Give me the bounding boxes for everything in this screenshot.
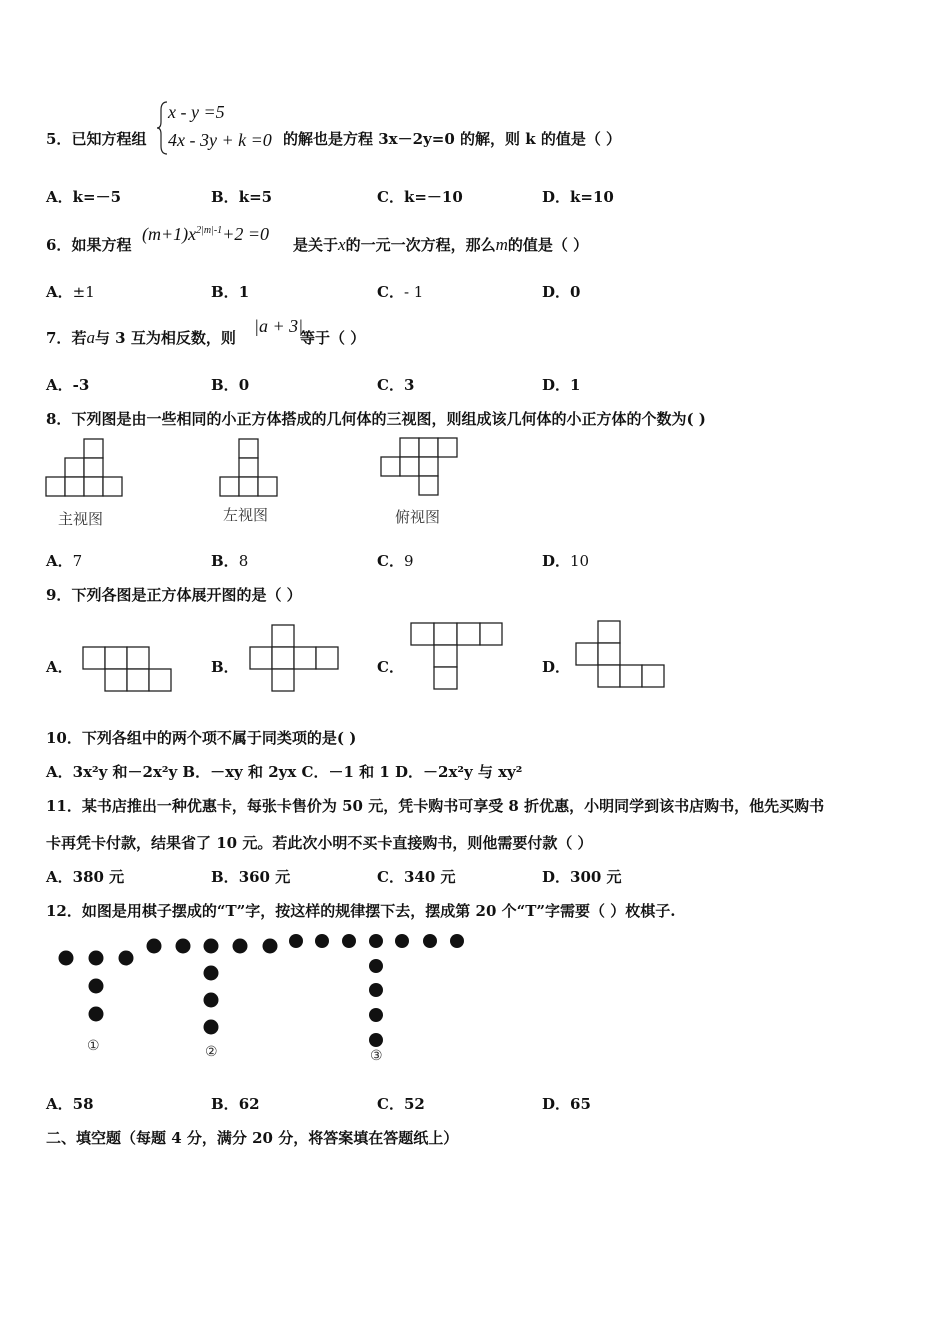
q12-t-shape-1 <box>59 951 134 1022</box>
q11-option-d[interactable]: D．300 元 <box>542 868 622 886</box>
q8-stem: 8．下列图是由一些相同的小正方体搭成的几何体的三视图，则组成该几何体的小正方体的个数为( ) <box>46 410 706 428</box>
q9-net-b[interactable] <box>249 624 343 696</box>
q7-option-c[interactable]: C．3 <box>377 376 415 394</box>
q7-suffix: 等于（ ） <box>300 329 366 347</box>
q11-option-c[interactable]: C．340 元 <box>377 868 456 886</box>
q12-option-b[interactable]: B．62 <box>211 1095 260 1113</box>
q6-equation: $(m+1)x^{2|m|-1}+2 =0$ <box>142 224 269 244</box>
q7-option-d[interactable]: D．1 <box>542 376 581 394</box>
q5-option-c[interactable]: C．k=－10 <box>377 188 463 206</box>
q5-eq1: x - y =5 <box>168 102 225 122</box>
q5-eq2: 4x - 3y + k =0 <box>168 130 272 150</box>
q8-option-a[interactable]: A．7 <box>46 552 83 570</box>
q7-option-b[interactable]: B．0 <box>211 376 250 394</box>
q8-top-view <box>380 437 462 499</box>
q12-t-shape-2 <box>147 939 278 1035</box>
q10-stem: 10．下列各组中的两个项不属于同类项的是( ) <box>46 729 357 747</box>
q8-front-view <box>45 438 125 500</box>
q6-option-b[interactable]: B．1 <box>211 283 250 301</box>
q9-label-a[interactable]: A． <box>46 658 73 676</box>
q11-stem-line2: 卡再凭卡付款，结果省了 10 元。若此次小明不买卡直接购书，则他需要付款（ ） <box>46 834 593 852</box>
q9-label-c[interactable]: C． <box>377 658 404 676</box>
q12-figure <box>50 930 480 1070</box>
q8-left-view <box>219 438 281 500</box>
q12-t-shape-3 <box>289 934 464 1047</box>
q6-suffix: 是关于x的一元一次方程，那么m的值是（ ） <box>293 235 589 254</box>
q11-option-a[interactable]: A．380 元 <box>46 868 125 886</box>
q9-net-a[interactable] <box>82 646 176 694</box>
q12-stem: 12．如图是用棋子摆成的“T”字，按这样的规律摆下去，摆成第 20 个“T”字需要（ ）枚棋子. <box>46 902 676 920</box>
q7-stem: 7．若a与 3 互为相反数，则 <box>46 328 236 347</box>
q12-label-3: ③ <box>370 1048 383 1064</box>
q8-caption-left: 左视图 <box>223 506 269 524</box>
q11-stem-line1: 11．某书店推出一种优惠卡，每张卡售价为 50 元，凭卡购书可享受 8 折优惠，小明同学到该书店购书，他先买购书 <box>46 797 825 815</box>
q12-option-d[interactable]: D．65 <box>542 1095 591 1113</box>
q5-stem <box>46 128 146 149</box>
q7-abs-expr: |a + 3| <box>254 316 304 336</box>
q6-option-a[interactable]: A．±1 <box>46 283 95 301</box>
q5-option-b[interactable]: B．k=5 <box>211 188 273 206</box>
q12-label-1: ① <box>87 1038 100 1054</box>
q8-option-c[interactable]: C．9 <box>377 552 414 570</box>
q5-option-d[interactable]: D．k=10 <box>542 188 614 206</box>
q6-stem: 6．如果方程 <box>46 236 132 254</box>
q12-option-a[interactable]: A．58 <box>46 1095 94 1113</box>
q8-option-b[interactable]: B．8 <box>211 552 249 570</box>
section-title: 二、填空题（每题 4 分，满分 20 分，将答案填在答题纸上） <box>46 1129 459 1147</box>
q5-prefix: 已知方程组 <box>71 130 147 148</box>
q9-net-d[interactable] <box>575 620 669 692</box>
q9-net-c[interactable] <box>410 622 506 694</box>
q6-option-c[interactable]: C．- 1 <box>377 283 424 301</box>
q7-option-a[interactable]: A．-3 <box>46 376 90 394</box>
q5-suffix: 的解也是方程 3x－2y=0 的解，则 k 的值是（ ） <box>283 130 622 148</box>
q8-option-d[interactable]: D．10 <box>542 552 590 570</box>
q6-option-d[interactable]: D．0 <box>542 283 581 301</box>
q5-option-a[interactable]: A．k=－5 <box>46 188 122 206</box>
q8-caption-top: 俯视图 <box>395 508 441 526</box>
q9-label-d[interactable]: D． <box>542 658 571 676</box>
q8-caption-front: 主视图 <box>58 510 104 528</box>
q12-label-2: ② <box>205 1044 218 1060</box>
q5-number: 5． <box>46 130 72 148</box>
q9-label-b[interactable]: B． <box>211 658 239 676</box>
q12-option-c[interactable]: C．52 <box>377 1095 425 1113</box>
q10-options[interactable]: A．3x²y 和－2x²y B．－xy 和 2yx C．－1 和 1 D．－2x²y 与 xy² <box>46 763 523 781</box>
q11-option-b[interactable]: B．360 元 <box>211 868 291 886</box>
q9-stem: 9．下列各图是正方体展开图的是（ ） <box>46 586 302 604</box>
